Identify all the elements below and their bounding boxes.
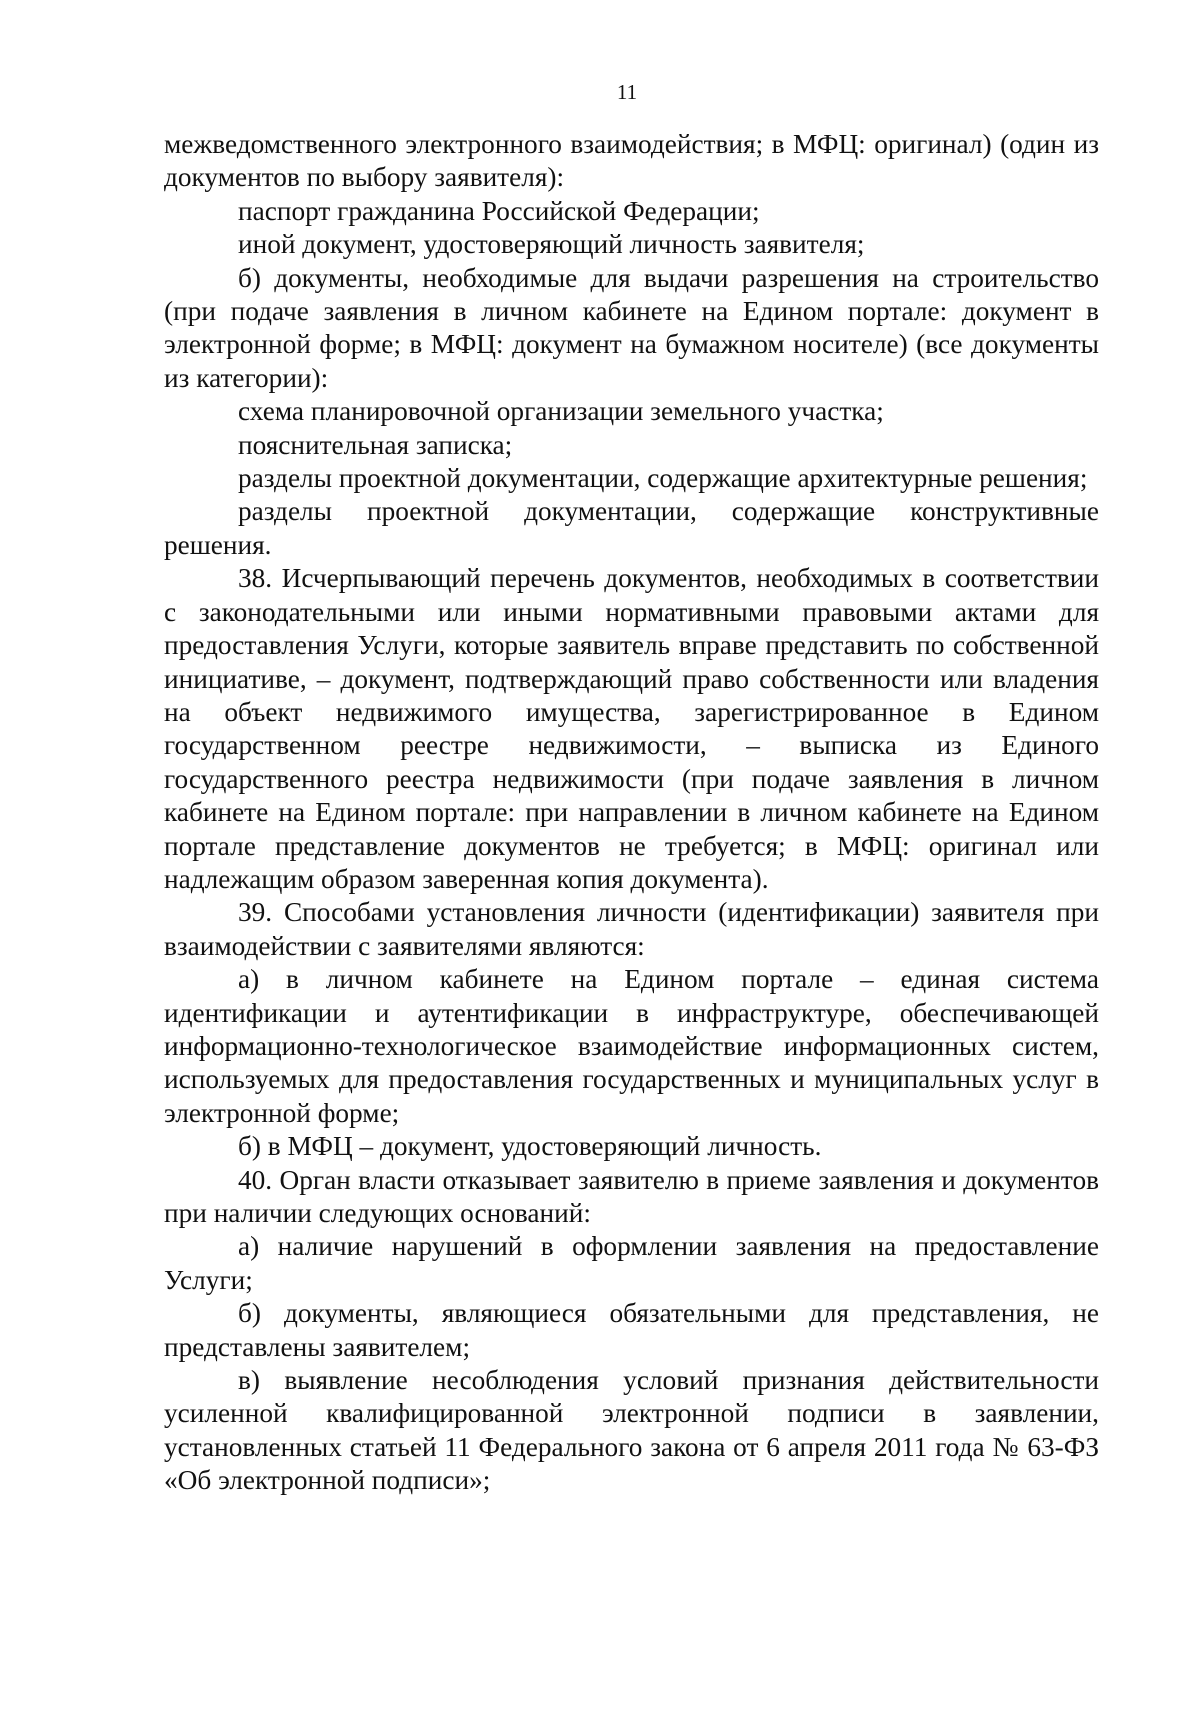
paragraph-clause-40-v: в) выявление несоблюдения условий признания действительности усиленной квалифицированной электронной подписи в заявлении, установленных статьей 11 Федерального закона от 6 апреля 2011 года № 63-ФЗ «Об электронной подписи»;: [164, 1365, 1099, 1496]
paragraph-clause-39-a: а) в личном кабинете на Едином портале – единая система идентификации и аутентификации в инфраструктуре, обеспечивающей информационно-технологическое взаимодействие информационных систем, используемых для предоставления государственных и муниципальных услуг в электронной форме;: [164, 964, 1099, 1128]
paragraph-clause-40: 40. Орган власти отказывает заявителю в приеме заявления и документов при наличии следующих оснований:: [164, 1164, 1099, 1228]
paragraph-architectural-sections: разделы проектной документации, содержащие архитектурные решения;: [238, 463, 1088, 494]
paragraph-clause-39: 39. Способами установления личности (идентификации) заявителя при взаимодействии с заявителями являются:: [164, 897, 1099, 961]
paragraph-site-plan: схема планировочной организации земельного участка;: [238, 396, 884, 427]
paragraph-structural-sections: разделы проектной документации, содержащие конструктивные решения.: [164, 496, 1099, 560]
document-body: [164, 128, 1099, 1498]
paragraph-explanatory-note: пояснительная записка;: [238, 429, 513, 460]
paragraph-clause-40-a: а) наличие нарушений в оформлении заявления на предоставление Услуги;: [164, 1231, 1099, 1295]
paragraph-clause-38: 38. Исчерпывающий перечень документов, необходимых в соответствии с законодательными или иными нормативными правовыми актами для предоставления Услуги, которые заявитель вправе представить по собственной инициативе, – документ, подтверждающий право собственности или владения на объект недвижимого имущества, зарегистрированное в Едином государственном реестре недвижимости, – выписка из Единого государственного реестра недвижимости (при подаче заявления в личном кабинете на Едином портале: при направлении в личном кабинете на Едином портале представление документов не требуется; в МФЦ: оригинал или надлежащим образом заверенная копия документа).: [164, 563, 1099, 894]
paragraph-clause-40-b: б) документы, являющиеся обязательными для представления, не представлены заявителем;: [164, 1298, 1099, 1362]
paragraph-item-b-documents: б) документы, необходимые для выдачи разрешения на строительство (при подаче заявления в личном кабинете на Едином портале: документ в электронной форме; в МФЦ: документ на бумажном носителе) (все документы из категории):: [164, 262, 1099, 393]
paragraph-passport: паспорт гражданина Российской Федерации;: [238, 195, 760, 226]
page-number: 11: [616, 80, 638, 104]
paragraph-other-id: иной документ, удостоверяющий личность заявителя;: [238, 229, 865, 260]
paragraph-clause-39-b: б) в МФЦ – документ, удостоверяющий личность.: [238, 1131, 822, 1162]
paragraph-continuation: межведомственного электронного взаимодействия; в МФЦ: оригинал) (один из документов по выбору заявителя):: [164, 129, 1099, 193]
